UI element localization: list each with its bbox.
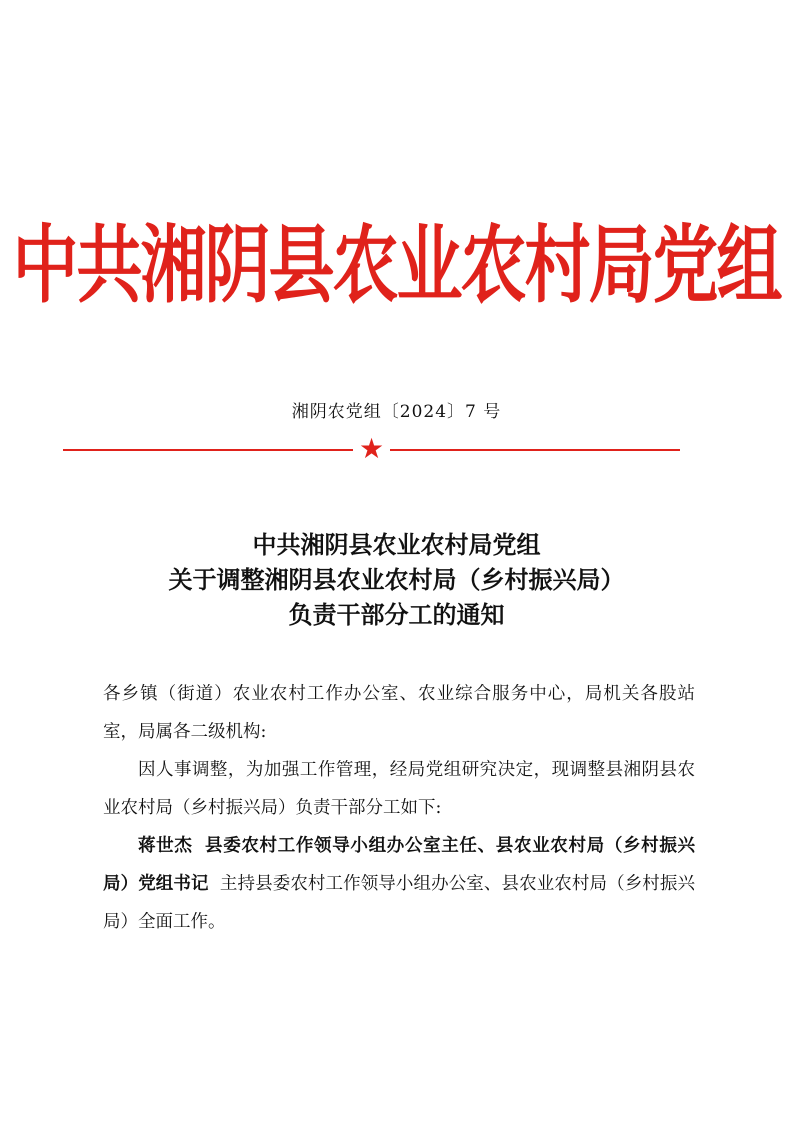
cadre-position: 县委农村工作领导小组办公室主任、县农业农村局（乡村振兴局）党组书记 — [103, 836, 696, 894]
letterhead-org-title: 中共湘阴县农业农村局党组 — [12, 215, 781, 315]
notice-title — [0, 527, 793, 632]
notice-title-line-3: 负责干部分工的通知 — [288, 600, 505, 629]
intro-paragraph: 因人事调整，为加强工作管理，经局党组研究决定，现调整县湘阴县农业农村局（乡村振兴局）负责干部分工如下: — [103, 760, 695, 818]
notice-title-line-1: 中共湘阴县农业农村局党组 — [252, 530, 541, 559]
notice-body — [103, 675, 695, 941]
red-star-icon: ★ — [358, 432, 385, 465]
cadre-duty: 主持县委农村工作领导小组办公室、县农业农村局（乡村振兴局）全面工作。 — [103, 874, 695, 932]
letterhead-divider — [63, 432, 680, 465]
assignment-paragraph — [103, 827, 695, 941]
recipients-paragraph: 各乡镇（街道）农业农村工作办公室、农业综合服务中心，局机关各股站室，局属各二级机构: — [103, 684, 695, 742]
cadre-name: 蒋世杰 — [138, 836, 193, 856]
notice-title-line-2: 关于调整湘阴县农业农村局（乡村振兴局） — [168, 565, 625, 594]
divider-line-left — [63, 449, 353, 451]
divider-line-right — [390, 449, 680, 451]
document-number: 湘阴农党组〔2024〕7 号 — [291, 402, 502, 422]
